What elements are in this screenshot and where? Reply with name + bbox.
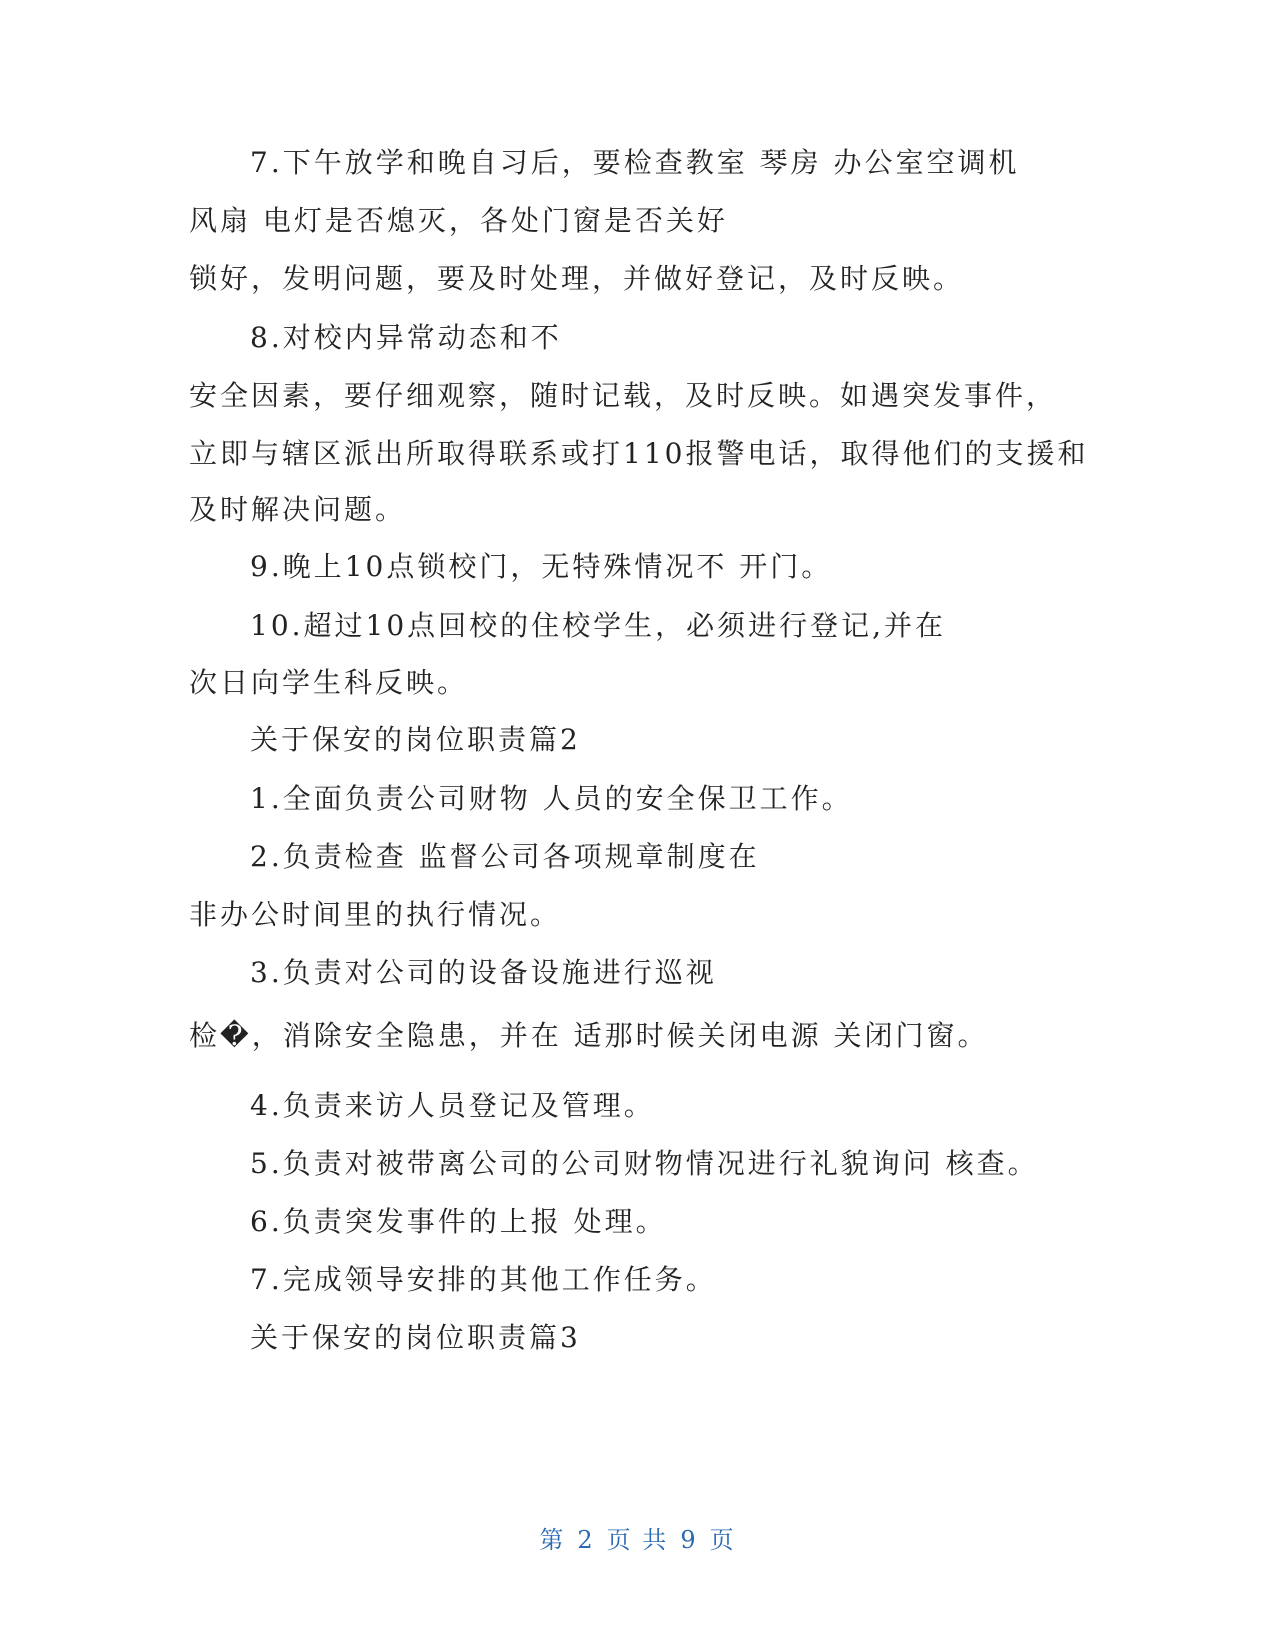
text-line: 及时解决问题。 xyxy=(189,493,407,526)
text-line: 4.负责来访人员登记及管理。 xyxy=(250,1089,655,1122)
text-line: 立即与辖区派出所取得联系或打110报警电话，取得他们的支援和 xyxy=(189,437,1089,470)
text-line: 检�，消除安全隐患，并在 适那时候关闭电源 关闭门窗。 xyxy=(189,1019,989,1052)
text-line: 3.负责对公司的设备设施进行巡视 xyxy=(250,956,717,989)
text-line: 2.负责检查 监督公司各项规章制度在 xyxy=(250,840,760,873)
text-line: 6.负责突发事件的上报 处理。 xyxy=(250,1205,667,1238)
footer-suffix: 页 xyxy=(709,1526,736,1554)
total-page-count: 9 xyxy=(680,1526,698,1554)
page-number-footer xyxy=(0,1525,1275,1555)
text-line: 次日向学生科反映。 xyxy=(189,666,469,699)
text-line: 风扇 电灯是否熄灭，各处门窗是否关好 xyxy=(189,204,728,237)
text-line: 7.完成领导安排的其他工作任务。 xyxy=(250,1263,717,1296)
current-page-number: 2 xyxy=(577,1526,595,1554)
text-line: 10.超过10点回校的住校学生，必须进行登记,并在 xyxy=(250,609,947,642)
text-line: 9.晚上10点锁校门，无特殊情况不 开门。 xyxy=(250,550,833,583)
text-line: 锁好，发明问题，要及时处理，并做好登记，及时反映。 xyxy=(189,262,965,295)
text-line: 非办公时间里的执行情况。 xyxy=(189,898,562,931)
text-line: 安全因素，要仔细观察，随时记载，及时反映。如遇突发事件， xyxy=(189,379,1058,412)
text-line: 5.负责对被带离公司的公司财物情况进行礼貌询问 核查。 xyxy=(250,1147,1039,1180)
footer-prefix: 第 xyxy=(539,1526,566,1554)
section-heading: 关于保安的岗位职责篇3 xyxy=(250,1321,581,1354)
section-heading: 关于保安的岗位职责篇2 xyxy=(250,723,581,756)
text-line: 8.对校内异常动态和不 xyxy=(250,321,562,354)
footer-middle: 页 共 xyxy=(606,1526,669,1554)
text-line: 7.下午放学和晚自习后，要检查教室 琴房 办公室空调机 xyxy=(250,146,1020,179)
text-line: 1.全面负责公司财物 人员的安全保卫工作。 xyxy=(250,782,853,815)
